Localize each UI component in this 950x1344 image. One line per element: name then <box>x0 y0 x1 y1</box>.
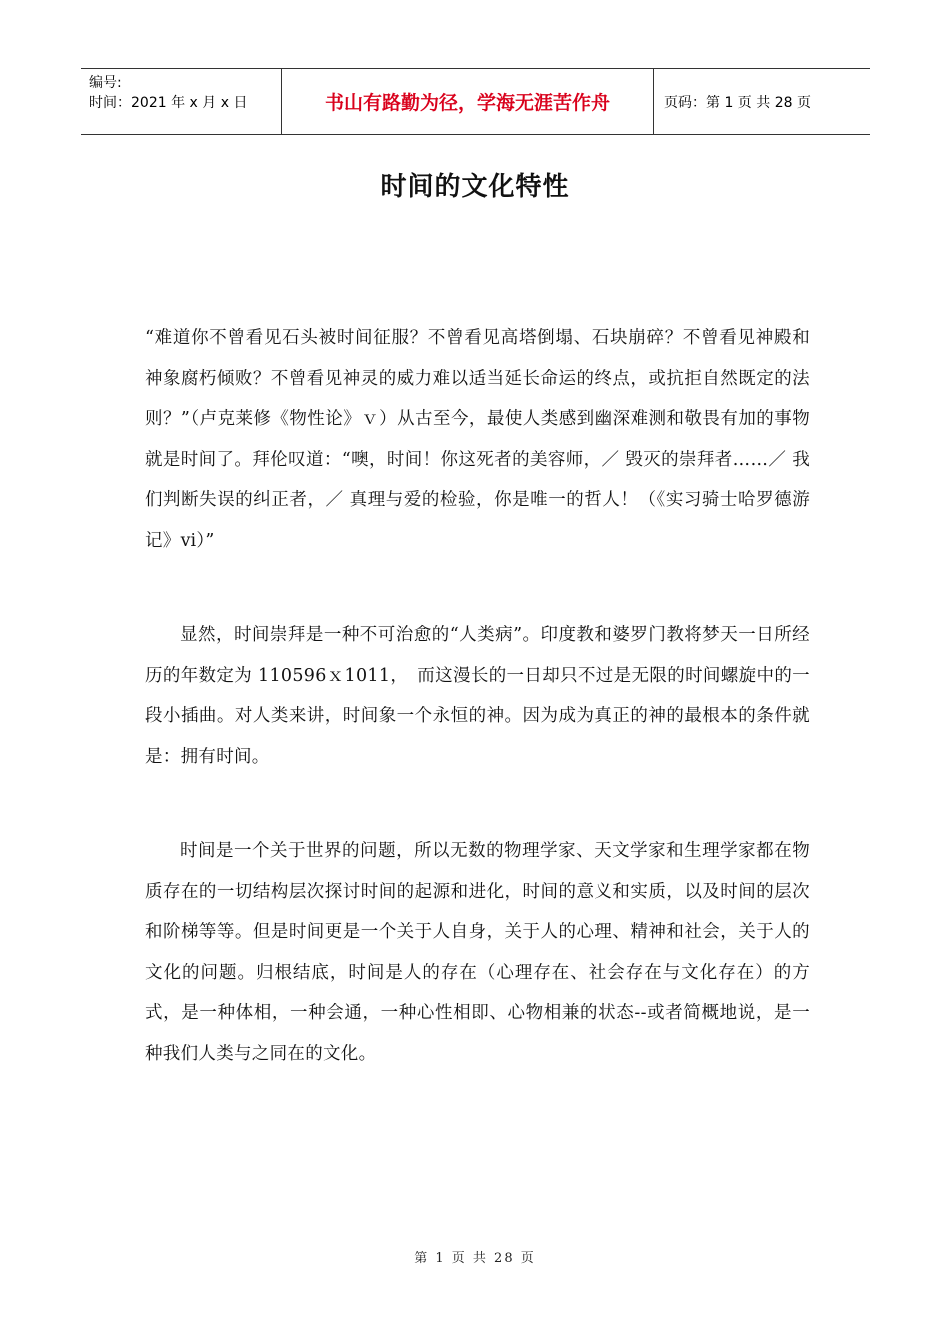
number-label: 编号: <box>89 75 122 91</box>
paragraph-quote: “难道你不曾看见石头被时间征服？不曾看见高塔倒塌、石块崩碎？不曾看见神殿和神象腐朽倾败？不曾看见神灵的威力难以适当延长命运的终点，或抗拒自然既定的法则？”（卢克莱修《物性论》ｖ）从古至今，最使人类感到幽深难测和敬畏有加的事物就是时间了。拜伦叹道：“噢，时间！你这死者的美容师，／ 毁灭的崇拜者……／ 我们判断失误的纠正者，／ 真理与爱的检验，你是唯一的哲人！（《实习骑士哈罗德游记》ⅵ）” <box>145 328 810 551</box>
time-label: 时间：2021 年 x 月 x 日 <box>89 95 248 111</box>
header-motto: 书山有路勤为径，学海无涯苦作舟 <box>281 69 654 134</box>
document-title: 时间的文化特性 <box>380 172 570 202</box>
paragraph-time-culture: 时间是一个关于世界的问题，所以无数的物理学家、天文学家和生理学家都在物质存在的一切结构层次探讨时间的起源和进化，时间的意义和实质，以及时间的层次和阶梯等等。但是时间更是一个关于人自身，关于人的心理、精神和社会，关于人的文化的问题。归根结底，时间是人的存在（心理存在、社会存在与文化存在）的方式，是一种体相，一种会通，一种心性相即、心物相兼的状态--或者简概地说，是一种我们人类与之同在的文化。 <box>145 841 810 1064</box>
page-footer: 第 1 页 共 28 页 <box>414 1251 536 1266</box>
header-page-info: 页码：第 1 页 共 28 页 <box>664 94 811 111</box>
document-body <box>145 318 810 1128</box>
paragraph-time-worship: 显然，时间崇拜是一种不可治愈的“人类病”。印度教和婆罗门教将梦天一日所经历的年数定为 110596ｘ1011， 而这漫长的一日却只不过是无限的时间螺旋中的一段小插曲。对人类来讲，时间象一个永恒的神。因为成为真正的神的最根本的条件就是：拥有时间。 <box>145 625 810 767</box>
document-header <box>81 68 870 135</box>
header-meta <box>81 69 281 134</box>
